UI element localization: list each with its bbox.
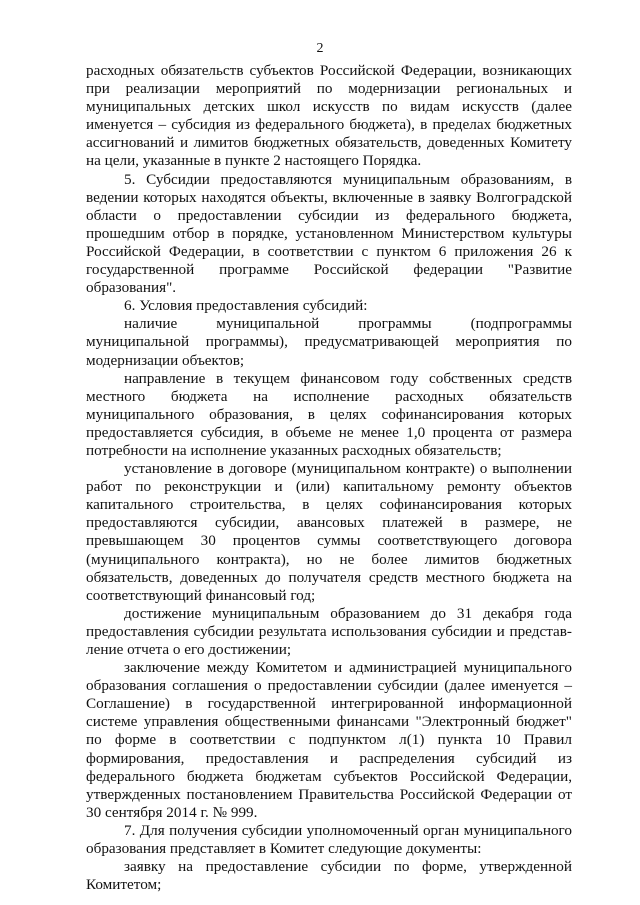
paragraph-condition-agreement: заключение между Комитетом и администрацией муниципального образования соглашения о предоставлении субсидии (далее именуется – Соглашение) в государственной интегрированной информационной системе управления общественными финансами "Электронный бюджет" по форме в соответствии с подпунктом л(1) пункта 10 Правил формирования, предоставления и распределения субсидий из федерального бюджета бюджетам субъектов Российской Федерации, утвержденных постановлением Правительства Российской Федерации от 30 сентября 2014 г. № 999.	[86, 659, 572, 821]
paragraph-item-7: 7. Для получения субсидии уполномоченный орган муниципального образования представляет в Комитет следующие документы:	[86, 821, 572, 858]
paragraph-application: заявку на предоставление субсидии по форме, утвержденной Комитетом;	[86, 858, 572, 894]
page-number: 2	[316, 41, 324, 56]
paragraph-item-5: 5. Субсидии предоставляются муниципальным образованиям, в ведении которых находятся объекты, включенные в заявку Волгоградской области о предоставлении субсидии из федерального бюджета, прошедшим отбор в порядке, установленном Министерством культуры Российской Федерации, в соответствии с пунктом 6 приложения 26 к государственной программе Российской федерации "Развитие образования".	[86, 170, 572, 297]
paragraph-continuation: расходных обязательств субъектов Российской Федерации, возникающих при реализации мероприятий по модернизации региональных и муниципальных детских школ искусств по видам искусств (далее именуется – субсидия из федерального бюджета), в пределах бюджетных ассигнований и лимитов бюджетных обязательств, доведенных Комитету на цели, указанные в пункте 2 настоящего Порядка.	[86, 62, 572, 170]
document-body	[86, 62, 572, 894]
paragraph-condition-result: достижение муниципальным образованием до 31 декабря года предоставления субсидии результата использования субсидии и представ-ление отчета о его достижении;	[86, 604, 572, 658]
paragraph-condition-program: наличие муниципальной программы (подпрограммы муниципальной программы), предусматривающей мероприятия по модернизации объектов;	[86, 315, 572, 369]
paragraph-condition-contract: установление в договоре (муниципальном контракте) о выполнении работ по реконструкции и (или) капитальному ремонту объектов капитального строительства, в целях софинансирования которых предоставляются субсидии, авансовых платежей в размере, не превышающем 30 процентов суммы соответствующего договора (муниципального контракта), но не более лимитов бюджетных обязательств, доведенных до получателя средств местного бюджета на соответствующий финансовый год;	[86, 460, 572, 604]
paragraph-condition-funding: направление в текущем финансовом году собственных средств местного бюджета на исполнение расходных обязательств муниципального образования, в целях софинансирования которых предоставляется субсидия, в объеме не менее 1,0 процента от размера потребности на исполнение указанных расходных обязательств;	[86, 369, 572, 459]
paragraph-item-6-heading: 6. Условия предоставления субсидий:	[124, 297, 368, 315]
